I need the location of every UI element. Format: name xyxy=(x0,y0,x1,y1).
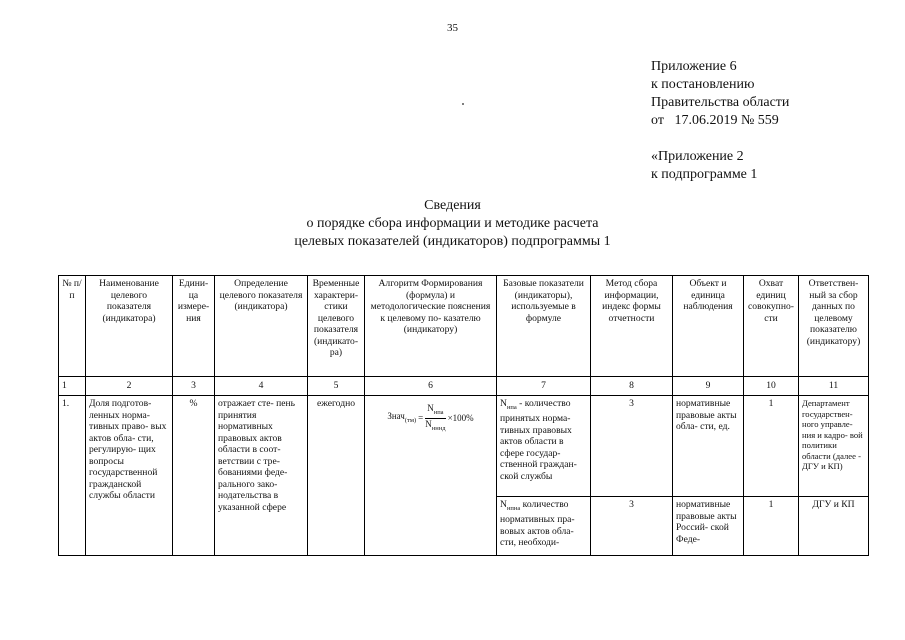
column-number: 3 xyxy=(173,377,215,396)
appendix-line-1: Приложение 6 xyxy=(651,59,737,74)
header-cell: № п/п xyxy=(59,276,86,377)
column-number: 9 xyxy=(673,377,744,396)
column-number: 7 xyxy=(497,377,591,396)
scan-speck xyxy=(462,103,464,105)
column-number: 1 xyxy=(59,377,86,396)
appendix-date: 17.06.2019 № 559 xyxy=(674,113,779,128)
coverage-cell: 1 xyxy=(744,396,799,497)
appendix-line-2: к постановлению xyxy=(651,77,755,92)
document-heading xyxy=(0,197,905,251)
header-cell: Временные характери- стики целевого показателя (индикато- ра) xyxy=(308,276,365,377)
appendix-line-3: Правительства области xyxy=(651,95,790,110)
formula-equals: = xyxy=(418,412,424,423)
definition-cell: отражает сте- пень принятия нормативных правовых актов области в соот- ветствии с тре- бованиями феде- рального зако- нодательства в указанной сфере xyxy=(215,396,308,556)
column-number: 2 xyxy=(86,377,173,396)
formula-multiplier: ×100% xyxy=(447,412,474,423)
column-number: 11 xyxy=(799,377,869,396)
table-header-row xyxy=(59,276,869,377)
method-cell: 3 xyxy=(591,497,673,556)
column-number: 8 xyxy=(591,377,673,396)
appendix-line-6: к подпрограмме 1 xyxy=(651,167,758,182)
formula-fraction xyxy=(425,403,445,434)
object-cell: нормативные правовые акты обла- сти, ед. xyxy=(673,396,744,497)
formula-lhs: Знач$_{(тм)}$ xyxy=(387,410,417,424)
timing-cell: ежегодно xyxy=(308,396,365,556)
responsible-cell: ДГУ и КП xyxy=(799,497,869,556)
appendix-date-prefix: от xyxy=(651,113,664,128)
indicators-table xyxy=(58,275,869,556)
header-cell: Едини- ца измере- ния xyxy=(173,276,215,377)
column-number: 4 xyxy=(215,377,308,396)
column-number: 6 xyxy=(365,377,497,396)
base-indicator-cell: $N_{нпна}$ количество нормативных пра- вовых актов обла- сти, необходи- xyxy=(497,497,591,556)
base-indicator-cell: $N_{нпа}$ - количество принятых норма- тивных правовых актов области в сфере государ- ственной граждан- ской службы xyxy=(497,396,591,497)
formula-denominator: $N_{нннд}$ xyxy=(425,418,446,432)
column-number: 5 xyxy=(308,377,365,396)
header-cell: Ответствен- ный за сбор данных по целевому показателю (индикатору) xyxy=(799,276,869,377)
formula-cell xyxy=(365,396,497,556)
header-cell: Алгоритм Формирования (формула) и методологические пояснения к целевому по- казателю (индикатору) xyxy=(365,276,497,377)
appendix-line-5: «Приложение 2 xyxy=(651,149,744,164)
header-cell: Охват единиц совокупно- сти xyxy=(744,276,799,377)
header-cell: Базовые показатели (индикаторы), используемые в формуле xyxy=(497,276,591,377)
responsible-cell: Департамент государствен- ного управле- ния и кадро- вой политики области (далее - ДГУ и КП) xyxy=(799,396,869,497)
unit-cell: % xyxy=(173,396,215,556)
header-cell: Метод сбора информации, индекс формы отчетности xyxy=(591,276,673,377)
row-number: 1. xyxy=(59,396,86,556)
appendix-line-4 xyxy=(651,112,789,130)
header-cell: Наименование целевого показателя (индикатора) xyxy=(86,276,173,377)
table-row xyxy=(59,396,869,497)
page-number: 35 xyxy=(447,22,458,34)
heading-line-1: Сведения xyxy=(424,198,481,213)
column-number-row xyxy=(59,377,869,396)
column-number: 10 xyxy=(744,377,799,396)
heading-line-2: о порядке сбора информации и методике расчета xyxy=(306,216,599,231)
object-cell: нормативные правовые акты Россий- ской Феде- xyxy=(673,497,744,556)
formula-numerator: $N_{нпа}$ xyxy=(425,403,445,419)
heading-line-3: целевых показателей (индикаторов) подпрограммы 1 xyxy=(294,234,611,249)
coverage-cell: 1 xyxy=(744,497,799,556)
header-cell: Объект и единица наблюдения xyxy=(673,276,744,377)
header-cell: Определение целевого показателя (индикатора) xyxy=(215,276,308,377)
method-cell: 3 xyxy=(591,396,673,497)
indicator-name: Доля подготов- ленных норма- тивных право- вых актов обла- сти, регулирую- щих вопросы государственной гражданской службы области xyxy=(86,396,173,556)
appendix-block xyxy=(651,58,789,184)
formula xyxy=(368,403,493,434)
